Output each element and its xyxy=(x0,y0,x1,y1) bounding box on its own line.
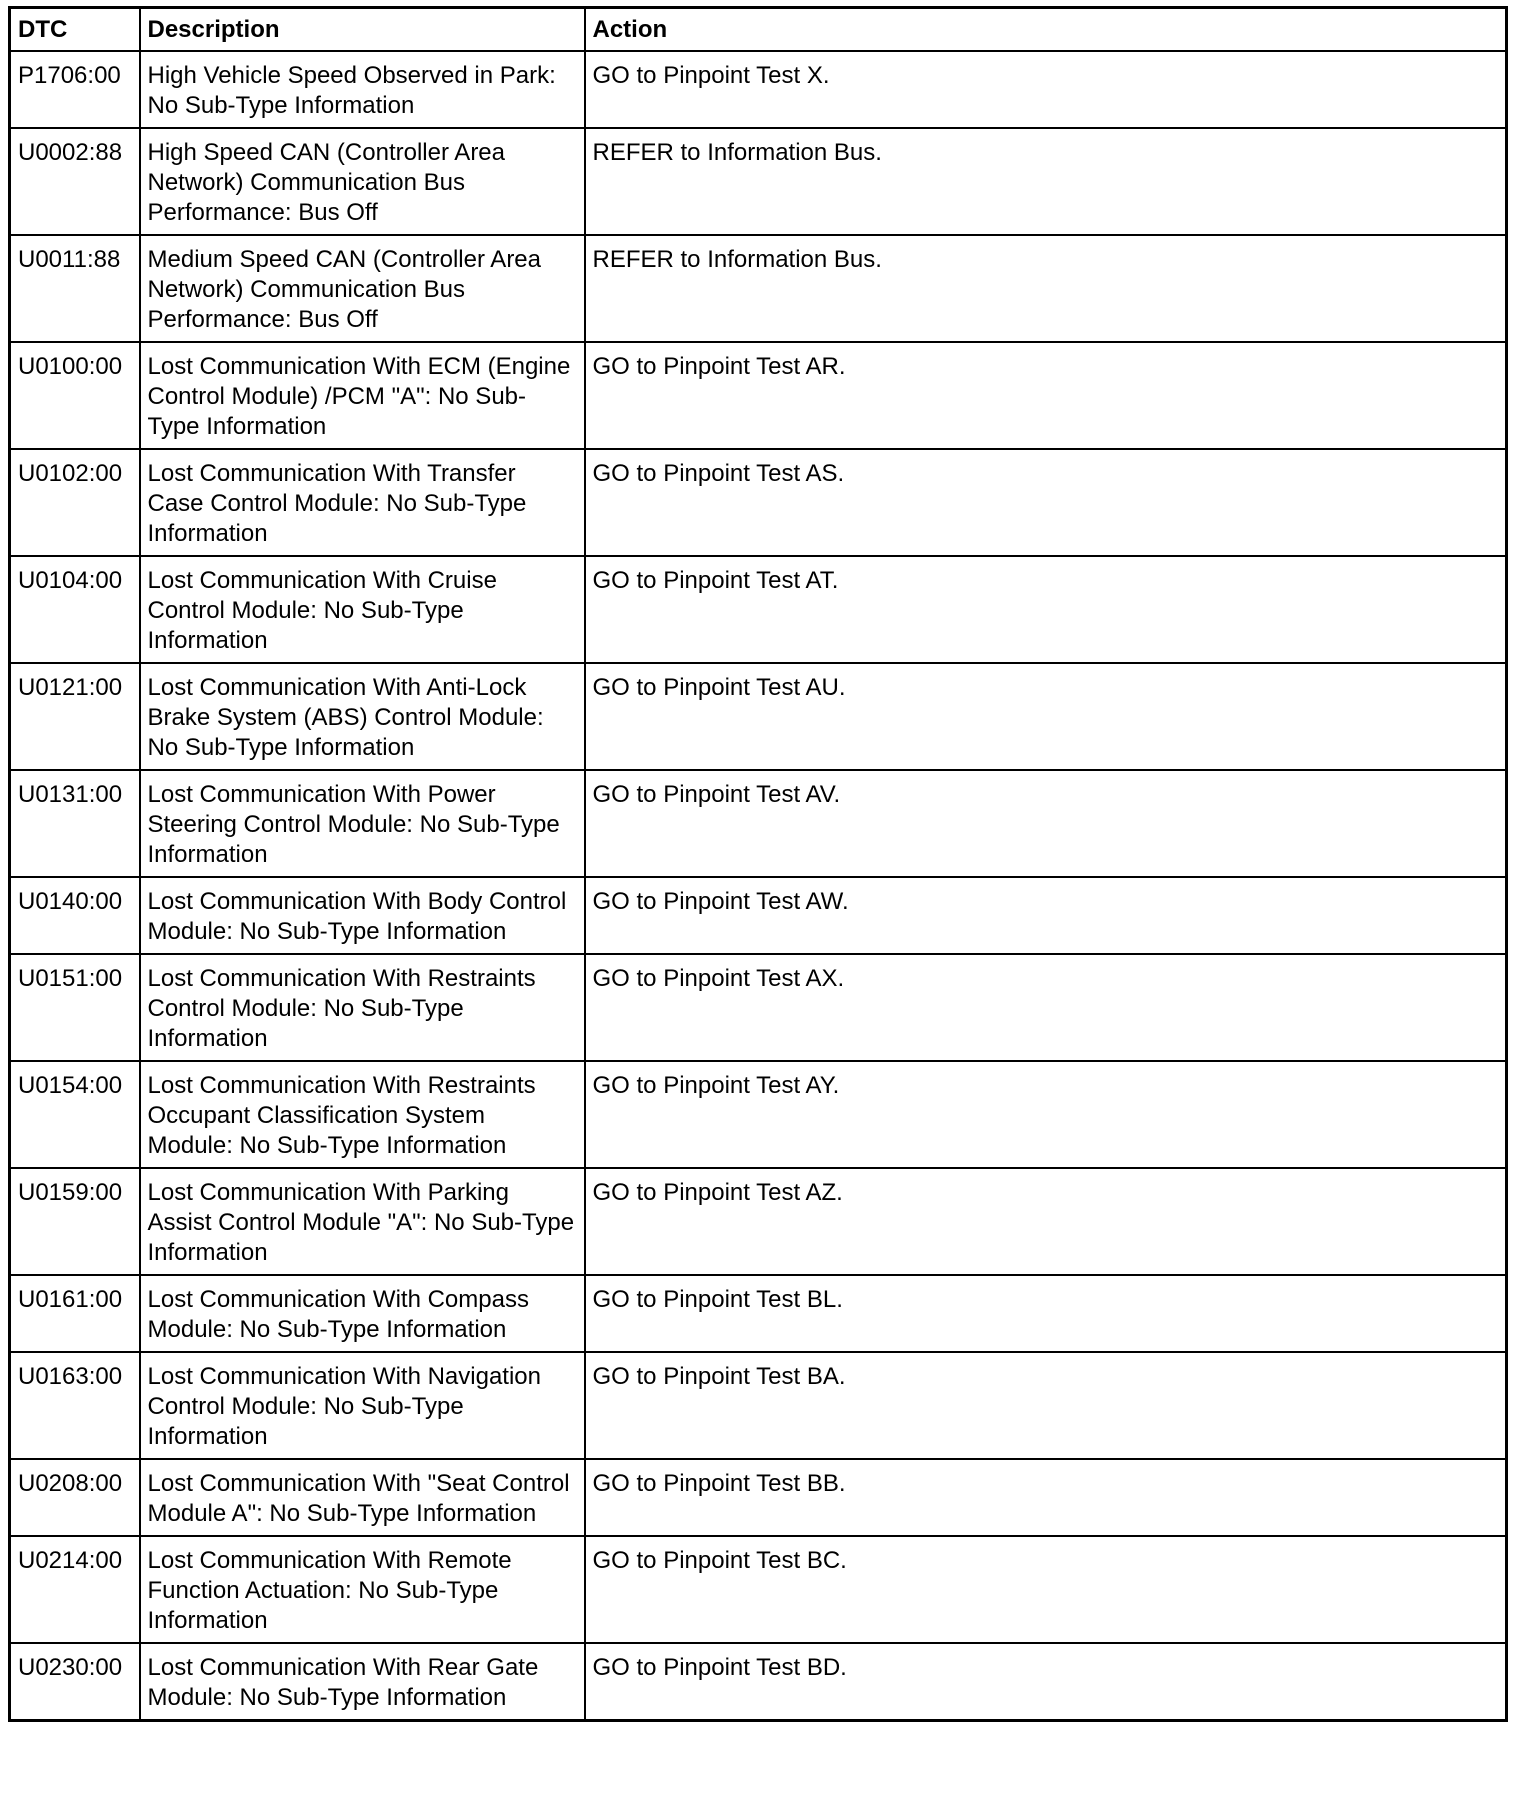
dtc-action: GO to Pinpoint Test BD. xyxy=(585,1643,1507,1721)
dtc-description: Lost Communication With Anti-Lock Brake System (ABS) Control Module: No Sub-Type Information xyxy=(140,663,585,770)
dtc-description: Lost Communication With Restraints Control Module: No Sub-Type Information xyxy=(140,954,585,1061)
dtc-code: U0121:00 xyxy=(10,663,140,770)
dtc-code: U0230:00 xyxy=(10,1643,140,1721)
dtc-description: Lost Communication With Body Control Module: No Sub-Type Information xyxy=(140,877,585,954)
table-row xyxy=(10,1168,1507,1275)
header-description: Description xyxy=(140,8,585,52)
dtc-code: U0163:00 xyxy=(10,1352,140,1459)
dtc-code: U0161:00 xyxy=(10,1275,140,1352)
dtc-code: U0002:88 xyxy=(10,128,140,235)
table-row xyxy=(10,235,1507,342)
header-action: Action xyxy=(585,8,1507,52)
dtc-code: U0154:00 xyxy=(10,1061,140,1168)
table-row xyxy=(10,877,1507,954)
dtc-action: GO to Pinpoint Test X. xyxy=(585,51,1507,128)
dtc-action: GO to Pinpoint Test AT. xyxy=(585,556,1507,663)
table-row xyxy=(10,1643,1507,1721)
table-row xyxy=(10,556,1507,663)
dtc-description: Lost Communication With Cruise Control Module: No Sub-Type Information xyxy=(140,556,585,663)
dtc-code: U0100:00 xyxy=(10,342,140,449)
table-row xyxy=(10,449,1507,556)
dtc-code: U0102:00 xyxy=(10,449,140,556)
table-row xyxy=(10,1536,1507,1643)
table-row xyxy=(10,770,1507,877)
dtc-code: U0214:00 xyxy=(10,1536,140,1643)
dtc-description: Lost Communication With Restraints Occupant Classification System Module: No Sub-Type Information xyxy=(140,1061,585,1168)
table-row xyxy=(10,1275,1507,1352)
table-row xyxy=(10,1352,1507,1459)
dtc-description: Lost Communication With Rear Gate Module: No Sub-Type Information xyxy=(140,1643,585,1721)
dtc-action: GO to Pinpoint Test AY. xyxy=(585,1061,1507,1168)
dtc-code: U0151:00 xyxy=(10,954,140,1061)
dtc-code: U0140:00 xyxy=(10,877,140,954)
dtc-code: U0131:00 xyxy=(10,770,140,877)
dtc-description: Lost Communication With ECM (Engine Control Module) /PCM "A": No Sub-Type Information xyxy=(140,342,585,449)
table-header xyxy=(10,8,1507,52)
dtc-description: Medium Speed CAN (Controller Area Network) Communication Bus Performance: Bus Off xyxy=(140,235,585,342)
dtc-description: Lost Communication With Parking Assist Control Module "A": No Sub-Type Information xyxy=(140,1168,585,1275)
table-body xyxy=(10,51,1507,1721)
dtc-description: Lost Communication With Power Steering Control Module: No Sub-Type Information xyxy=(140,770,585,877)
header-dtc: DTC xyxy=(10,8,140,52)
dtc-action: GO to Pinpoint Test BL. xyxy=(585,1275,1507,1352)
table-row xyxy=(10,663,1507,770)
dtc-description: High Speed CAN (Controller Area Network) Communication Bus Performance: Bus Off xyxy=(140,128,585,235)
table-row xyxy=(10,1061,1507,1168)
dtc-code: U0159:00 xyxy=(10,1168,140,1275)
table-row xyxy=(10,128,1507,235)
table-row xyxy=(10,954,1507,1061)
header-row xyxy=(10,8,1507,52)
dtc-action: GO to Pinpoint Test AW. xyxy=(585,877,1507,954)
dtc-description: Lost Communication With Transfer Case Control Module: No Sub-Type Information xyxy=(140,449,585,556)
dtc-description: High Vehicle Speed Observed in Park: No Sub-Type Information xyxy=(140,51,585,128)
dtc-description: Lost Communication With Compass Module: No Sub-Type Information xyxy=(140,1275,585,1352)
dtc-action: GO to Pinpoint Test BA. xyxy=(585,1352,1507,1459)
dtc-code: P1706:00 xyxy=(10,51,140,128)
dtc-action: GO to Pinpoint Test AR. xyxy=(585,342,1507,449)
table-row xyxy=(10,1459,1507,1536)
dtc-action: GO to Pinpoint Test AZ. xyxy=(585,1168,1507,1275)
dtc-action: GO to Pinpoint Test AX. xyxy=(585,954,1507,1061)
dtc-code: U0011:88 xyxy=(10,235,140,342)
dtc-action: GO to Pinpoint Test AU. xyxy=(585,663,1507,770)
dtc-action: GO to Pinpoint Test AS. xyxy=(585,449,1507,556)
dtc-action: REFER to Information Bus. xyxy=(585,235,1507,342)
dtc-description: Lost Communication With Navigation Control Module: No Sub-Type Information xyxy=(140,1352,585,1459)
dtc-action: GO to Pinpoint Test BC. xyxy=(585,1536,1507,1643)
table-row xyxy=(10,342,1507,449)
dtc-code: U0208:00 xyxy=(10,1459,140,1536)
dtc-description: Lost Communication With Remote Function Actuation: No Sub-Type Information xyxy=(140,1536,585,1643)
dtc-action: GO to Pinpoint Test AV. xyxy=(585,770,1507,877)
dtc-action: REFER to Information Bus. xyxy=(585,128,1507,235)
dtc-table xyxy=(8,6,1508,1722)
table-row xyxy=(10,51,1507,128)
dtc-description: Lost Communication With "Seat Control Module A": No Sub-Type Information xyxy=(140,1459,585,1536)
dtc-action: GO to Pinpoint Test BB. xyxy=(585,1459,1507,1536)
dtc-code: U0104:00 xyxy=(10,556,140,663)
